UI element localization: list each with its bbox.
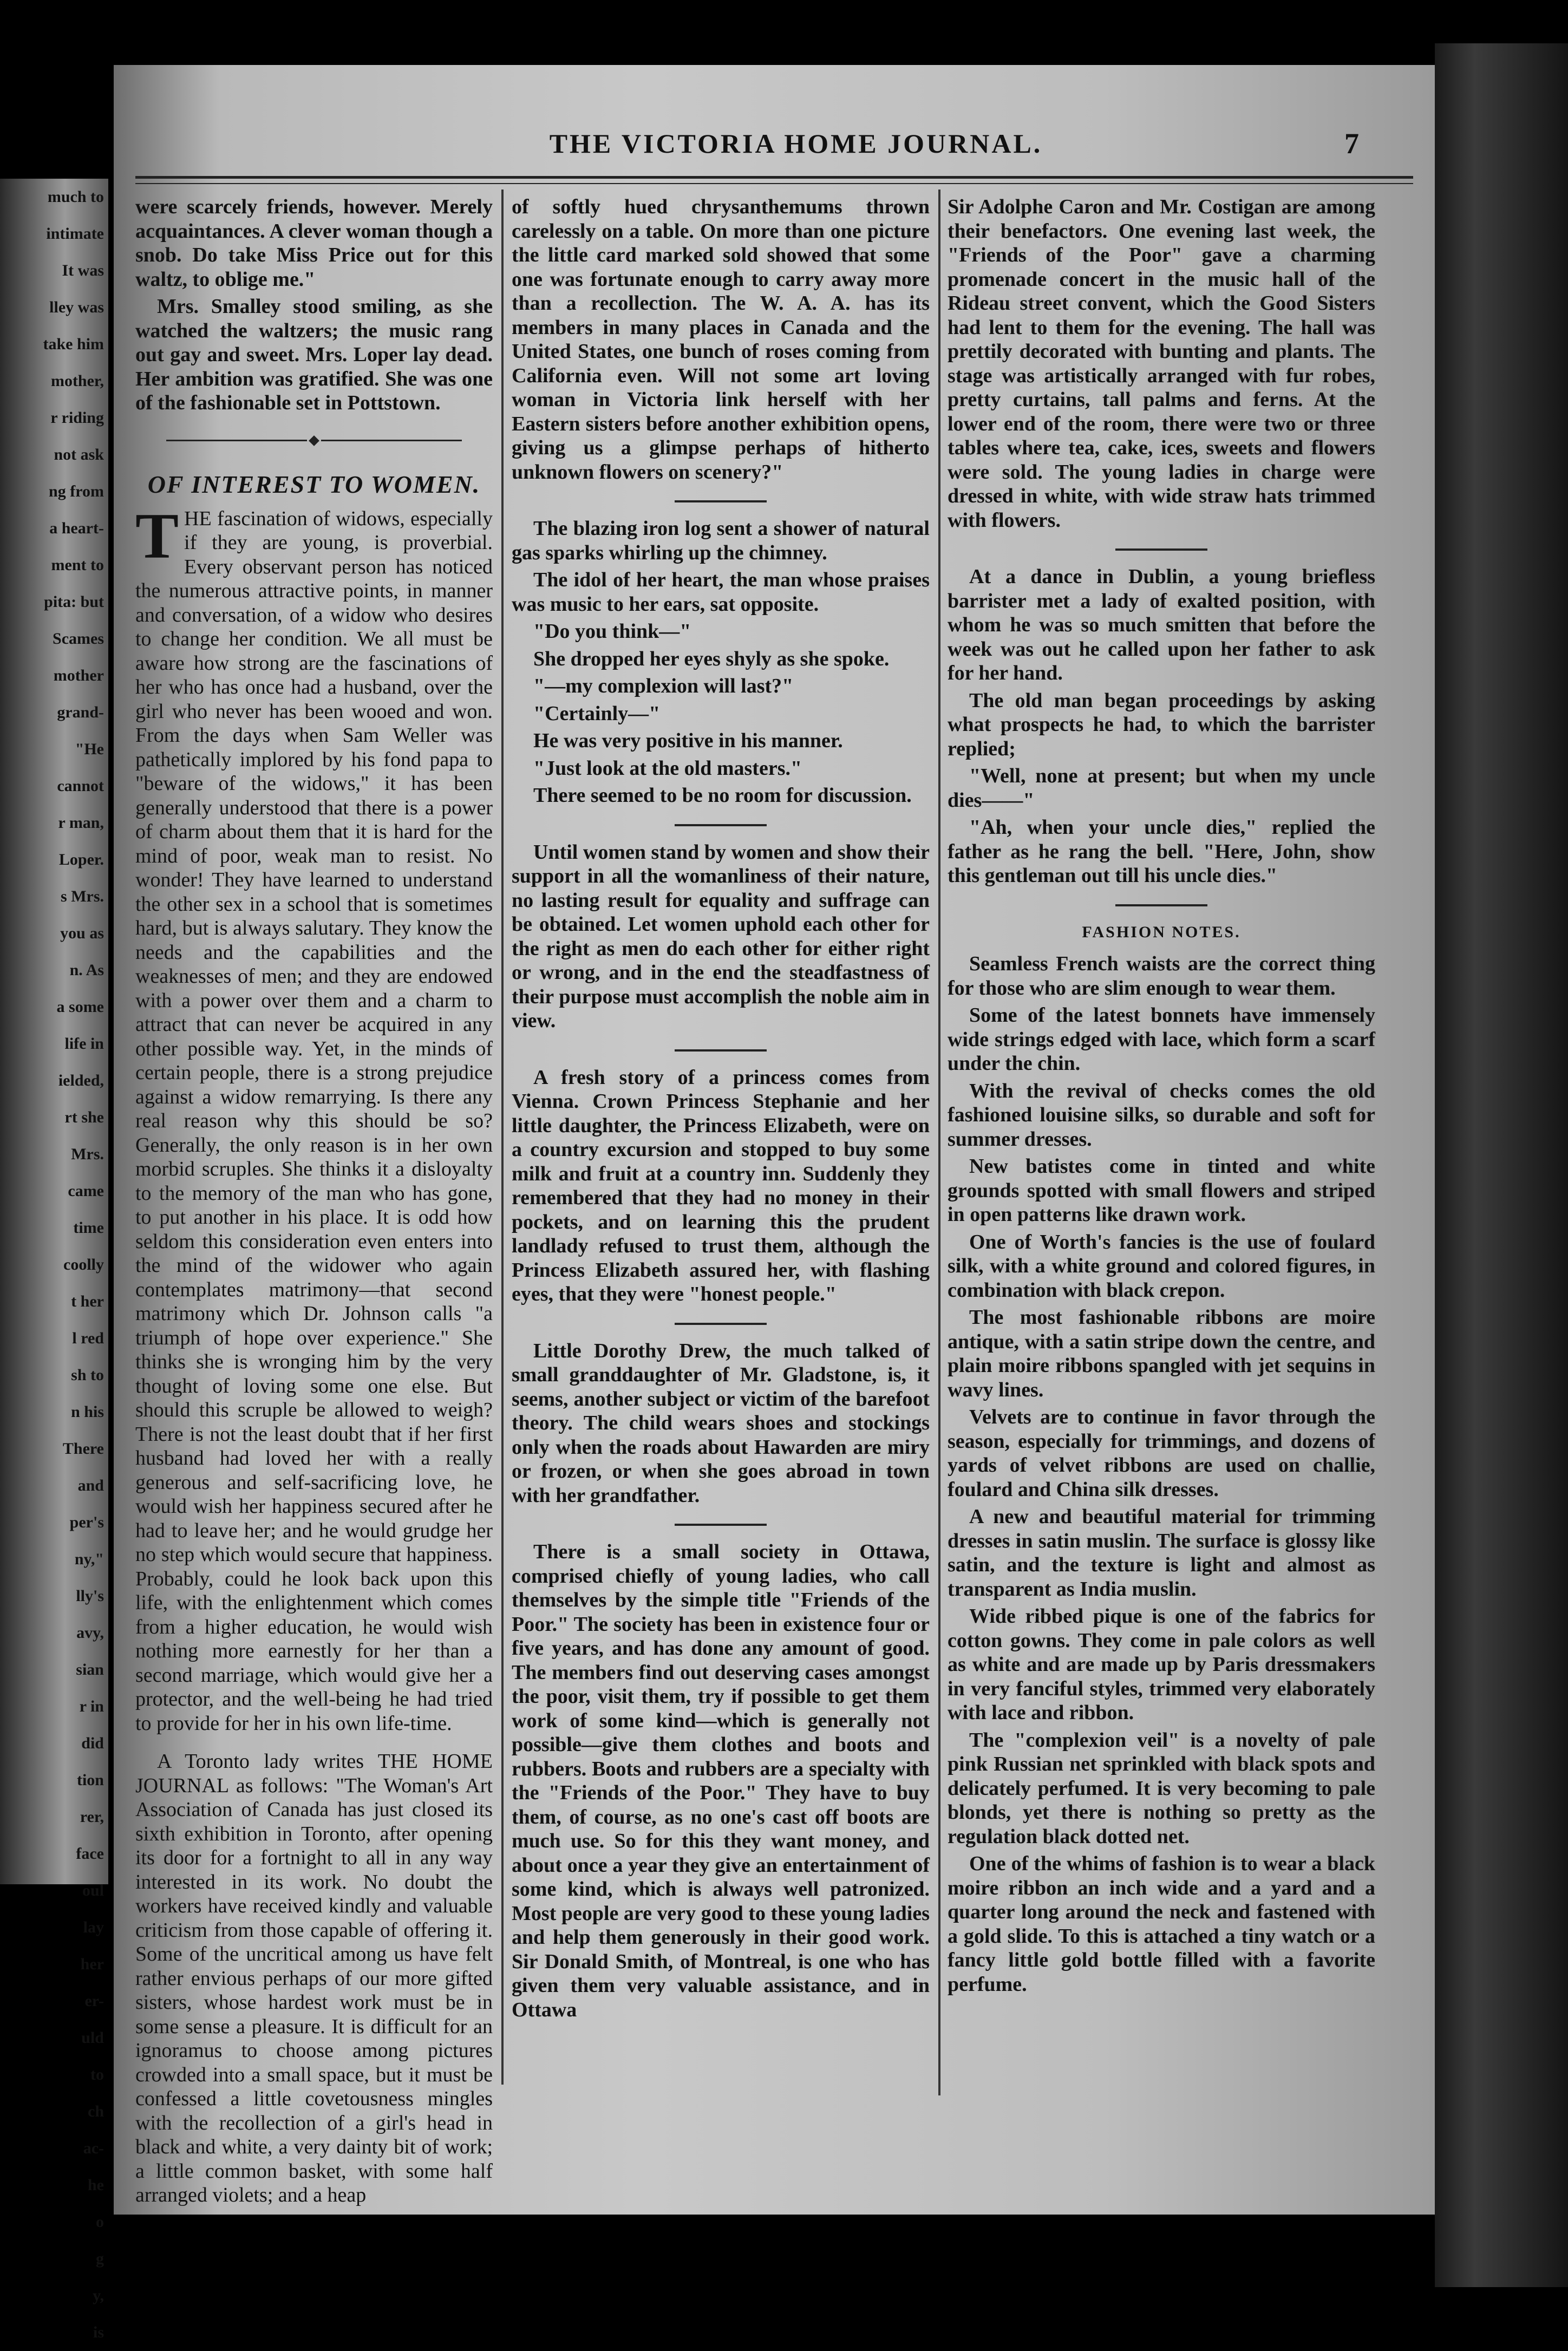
facing-page-fragment-line: s Mrs. [61,887,104,905]
facing-page-fragment-line: mother, [50,372,104,390]
facing-page-fragment-line: ac- [83,2139,104,2157]
divider [675,1524,767,1526]
fashion-note: New batistes come in tinted and white grounds spotted with small flowers and striped in open patterns like drawn work. [948,1155,1375,1226]
facing-page-fragment-line: came [68,1182,104,1200]
facing-page-fragment-line: is [93,2323,104,2341]
facing-page-fragment-line: avy, [76,1624,104,1642]
dialogue-2: She dropped her eyes shyly as she spoke. [533,647,890,670]
facing-page-fragment-line: uld [81,2029,104,2047]
facing-page-fragment-line: There [62,1440,104,1458]
facing-page-fragment-line: It was [62,262,104,279]
idol-para: The idol of her heart, the man whose praises was music to her ears, sat opposite. [512,569,930,616]
divider [675,824,767,826]
facing-page-fragment-line: you as [60,924,104,942]
section-heading: OF INTEREST TO WOMEN. [147,471,481,498]
facing-page-fragment-line: lay [83,1918,104,1936]
newspaper-page [114,65,1435,2215]
ottawa-continuation: Sir Adolphe Caron and Mr. Costigan are among their benefactors. One evening last week, the "Friends of the Poor" gave a charming promenade concert in the music hall of the Rideau street convent, which the Good Sisters had lent to them for the evening. The hall was prettily decorated with bunting and plants. The stage was artistically arranged with fur robes, pretty curtains, tall palms and ferns. At the lower end of the room, there were two or three tables where tea, cake, ices, sweets and flowers were sold. The young ladies in charge were dressed in white, with wide straw hats trimmed with flowers. [948,195,1375,532]
facing-page-fragment-line: coolly [63,1256,104,1274]
facing-page-fragment-line: n his [71,1403,104,1421]
facing-page-fragment-line: a some [56,998,104,1016]
binding-spine [1435,43,1568,2287]
facing-page-fragment-line: pita: but [44,593,104,611]
header-rule [135,176,1413,179]
article-art-association: A Toronto lady writes THE HOME JOURNAL as follows: "The Woman's Art Association of Canada has just closed its sixth exhibition in Toronto, after opening its door for a fortnight to all in any way interested in its work. No doubt the workers have received kindly and valuable criticism from those capable of offering it. Some of the uncritical among us have felt rather envious perhaps of our more gifted sisters, whose hardest work must be in some sense a pleasure. It is difficult for an ignoramus to choose among pictures crowded into a small space, but it must be confessed a little covetousness mingles with the recollection of a girl's head in black and white, a very dainty bit of work; a little common basket, with some half arranged violets; and a heap [135,1750,493,2206]
facing-page-fragment-line: a heart- [49,519,104,537]
column-1 [135,195,493,2206]
facing-page-fragment-line: Loper. [58,851,104,868]
facing-page-fragment-line: ch [88,2102,104,2120]
facing-page-fragment-line: and [77,1477,104,1494]
facing-page-fragment-line: er- [84,1992,104,2010]
drop-cap: T [135,499,179,572]
facing-page-fragment-line: rer, [80,1808,104,1826]
facing-page-fragment-line: Scames [53,630,104,648]
divider [675,1323,767,1325]
fashion-note: The most fashionable ribbons are moire antique, with a satin stripe down the centre, and plain moire ribbons spangled with jet sequins in wavy lines. [948,1306,1375,1401]
article-continuation-1: were scarcely friends, however. Merely acquaintances. A clever woman though a snob. Do take Miss Price out for this waltz, to oblige me." [135,195,493,291]
facing-page-fragment-line: time [73,1219,104,1237]
article-continuation-2: Mrs. Smalley stood smiling, as she watched the waltzers; the music rang out gay and sweet. Mrs. Loper lay dead. Her ambition was gratified. She was one of the fashionable set in Pottstown. [135,295,493,414]
facing-page-fragment-line: ielded, [58,1072,104,1089]
fashion-note: Some of the latest bonnets have immensely wide strings edged with lace, which form a scarf under the chin. [948,1004,1375,1075]
fashion-note: One of the whims of fashion is to wear a black moire ribbon an inch wide and a yard and a quarter long around the neck and fastened with a gold slide. To this is attached a tiny watch or a fancy little gold bottle filled with a favorite perfume. [948,1852,1375,1996]
facing-page-fragment-line: much to [47,188,104,206]
dialogue-4: "Certainly—" [533,702,661,725]
facing-page-fragment-line: r man, [58,814,104,832]
facing-page-fragment-line: lly's [76,1587,104,1605]
art-continuation: of softly hued chrysanthemums thrown carelessly on a table. On more than one picture the little card marked sold showed that some one was fortunate enough to carry away more than a recollection. The W. A. A. has its members in many places in Canada and the United States, one bunch of roses coming from California even. Will not some art loving woman in Victoria link herself with her Eastern sisters before another exhibition opens, giving us a glimpse perhaps of hitherto unknown flowers on scenery?" [512,195,930,484]
facing-page-fragment-line: o [96,2213,104,2231]
dialogue-5: He was very positive in his manner. [533,729,843,752]
facing-page-fragment-line: cannot [57,777,104,795]
column-3 [948,195,1375,2187]
column-rule-2 [938,190,940,2095]
facing-page-fragment-line: grand- [57,703,104,721]
facing-page-fragment [0,179,108,2341]
section-ornament [135,427,493,452]
facing-page-fragment-line: not ask [54,446,104,463]
article-widows-text: HE fascination of widows, especially if they are young, is proverbial. Every observant person has noticed the numerous attractive points, in manner and conversation, of a widow who desires to change her condition. We all must be aware how strong are the fascinations of her who has once had a husband, over the girl who never has been wooed and won. From the days when Sam Weller was pathetically implored by his fond papa to "beware of the widows," it has been generally understood that there is a power of charm about them that it is hard for the mind of poor, weak man to resist. No wonder! They have learned to understand the other sex in a school that is sometimes hard, but is always salutary. They know the needs and the capabilities and the weaknesses of men; and they are endowed with a power over them and a charm to attract that can never be acquired in any other possible way. Yet, in the minds of certain people, there is a strong prejudice against a widow remarrying. Is there any real reason why this should be so? Generally, the only reason is in her own morbid scruples. She thinks it a disloyalty to the memory of the man who has gone, to put another in his place. It is odd how seldom this consideration even enters into the mind of the widower who again contemplates matrimony—that second matrimony which Dr. Johnson calls "a triumph of hope over experience." She thinks she is wronging him by the very thought of loving some one else. But should this scruple be allowed to weigh? There is not the least doubt that if her first husband had loved her with a really generous and self-sacrificing love, he would wish her happiness secured after he had to leave her; and he would grudge her no step which would secure that happiness. Probably, could he look back upon this life, with the enlightenment which comes from a higher education, he would wish nothing more earnestly for her than a second marriage, which would give her a protector, and the well-being he had tried to provide for her in his own life-time. [135,507,493,1735]
princess-story: A fresh story of a princess comes from Vienna. Crown Princess Stephanie and her little daughter, the Princess Elizabeth, were on a country excursion and stopped to buy some milk and fruit at a country inn. Suddenly they remembered that they had no money in their pockets, and on learning this the prudent landlady refused to trust them, although the Princess Elizabeth assured her, with flashing eyes, that they were "honest people." [512,1066,930,1305]
divider [1115,904,1207,906]
column-2 [512,195,930,2187]
facing-page-fragment-line: r riding [50,409,104,427]
gas-log-para: The blazing iron log sent a shower of natural gas sparks whirling up the chimney. [512,517,930,564]
fashion-note: A new and beautiful material for trimming dresses in satin muslin. The surface is glossy like satin, and the texture is light and almost as transparent as India muslin. [948,1505,1375,1601]
divider [675,500,767,502]
page-header: THE VICTORIA HOME JOURNAL. [549,128,1043,159]
facing-page-fragment-line: face [76,1845,104,1863]
facing-page-fragment-line: lley was [49,298,104,316]
column-rule-1 [501,190,504,2085]
fashion-note: The "complexion veil" is a novelty of pale pink Russian net sprinkled with black spots and delicately perfumed. It is very becoming to pale blonds, yet there is nothing so pretty as the regulation black dotted net. [948,1728,1375,1848]
facing-page-fragment-line: "He [75,740,104,758]
ottawa-society-para: There is a small society in Ottawa, comprised chiefly of young ladies, who call themselves by the simple title "Friends of the Poor." The society has been in existence four or five years, and has done any amount of good. The members find out deserving cases amongst the poor, visit them, try if possible to get them work of some kind—which is generally not possible—give them clothes and boots and rubbers. Boots and rubbers are a specialty with the "Friends of the Poor." They have to buy them, of course, as no one's cast off boots are much use. So for this they want money, and about once a year they give an entertainment of some kind, which is always well patronized. Most people are very good to these young ladies and help them generously in their good work. Sir Donald Smith, of Montreal, is one who has given them very valuable assistance, and in Ottawa [512,1540,930,2021]
fashion-note: Velvets are to continue in favor through the season, especially for trimmings, and dozens of yards of velvet ribbons are used on challie, foulard and China silk dresses. [948,1406,1375,1501]
facing-page-fragment-line: rt she [64,1108,104,1126]
dialogue-6: "Just look at the old masters." [533,756,802,780]
dublin-story-4: "Ah, when your uncle dies," replied the father as he rang the bell. "Here, John, show this gentleman out till his uncle dies." [948,816,1375,887]
facing-page-fragment-line: he [88,2176,104,2194]
divider [1115,548,1207,551]
page-number: 7 [1344,127,1359,160]
dublin-story: At a dance in Dublin, a young briefless barrister met a lady of exalted position, with whom he was so much smitten that before the week was out he called upon her father to ask for her hand. [948,565,1375,684]
facing-page-fragment-line: y, [93,2287,104,2304]
fashion-note: With the revival of checks comes the old fashioned louisine silks, so durable and soft for summer dresses. [948,1079,1375,1151]
facing-page-fragment-line: Mrs. [71,1145,104,1163]
facing-page-fragment-line: n. As [69,961,104,979]
facing-page-fragment-line: r in [79,1697,104,1715]
article-widows [135,499,493,1736]
facing-page-fragment-line: intimate [46,225,104,243]
facing-page-fragment-line: to [90,2066,104,2084]
dialogue-7: There seemed to be no room for discussion. [533,784,912,807]
fashion-note: Wide ribbed pique is one of the fabrics for cotton gowns. They come in pale colors as well as white and are made up by Paris dressmakers in very fanciful styles, trimmed very elaborately with lace and ribbon. [948,1605,1375,1724]
facing-page-fragment-line: t her [71,1292,104,1310]
divider [675,1049,767,1052]
facing-page-fragment-line: sh to [71,1366,104,1384]
fashion-notes-heading: FASHION NOTES. [1082,923,1241,941]
facing-page-fragment-line: did [81,1734,104,1752]
facing-page-fragment-line: mother [53,667,104,684]
facing-page-fragment-line: life in [64,1035,104,1053]
dublin-story-2: The old man began proceedings by asking what prospects he had, to which the barrister replied; [948,689,1375,760]
facing-page-fragment-line: oul [82,1882,104,1899]
fashion-note: One of Worth's fancies is the use of foulard silk, with a white ground and colored figures, in combination with black crepon. [948,1230,1375,1302]
facing-page-fragment-line: ment to [51,556,104,574]
facing-page-fragment-line: tion [76,1771,104,1789]
facing-page-fragment-line: sian [76,1661,104,1679]
header-rule-thin [135,183,1413,184]
dorothy-drew-para: Little Dorothy Drew, the much talked of small granddaughter of Mr. Gladstone, is, it seems, another subject or victim of the barefoot theory. The child wears shoes and stockings only when the roads about Hawarden are miry or frozen, or when she goes abroad in town with her grandfather. [512,1339,930,1507]
dialogue-3: "—my complexion will last?" [533,675,794,697]
fashion-note: Seamless French waists are the correct thing for those who are slim enough to wear them. [948,952,1375,1000]
suffrage-para: Until women stand by women and show their support in all the womanliness of their nature, no lasting result for equality and suffrage can be obtained. Let women uphold each other for the right as men do each other for either right or wrong, and in the end the steadfastness of their purpose must accomplish the noble aim in view. [512,840,930,1032]
facing-page-fragment-line: per's [69,1513,104,1531]
facing-page-fragment-line: her [80,1955,104,1973]
facing-page-fragment-line: l red [72,1329,104,1347]
facing-page-fragment-line: ng from [49,482,104,500]
facing-page-fragment-line: g [96,2250,104,2268]
facing-page-fragment-line: ny," [74,1550,104,1568]
dublin-story-3: "Well, none at present; but when my uncle dies——" [948,765,1375,812]
dialogue-1: "Do you think—" [533,620,691,643]
facing-page-fragment-line: take him [43,335,104,353]
